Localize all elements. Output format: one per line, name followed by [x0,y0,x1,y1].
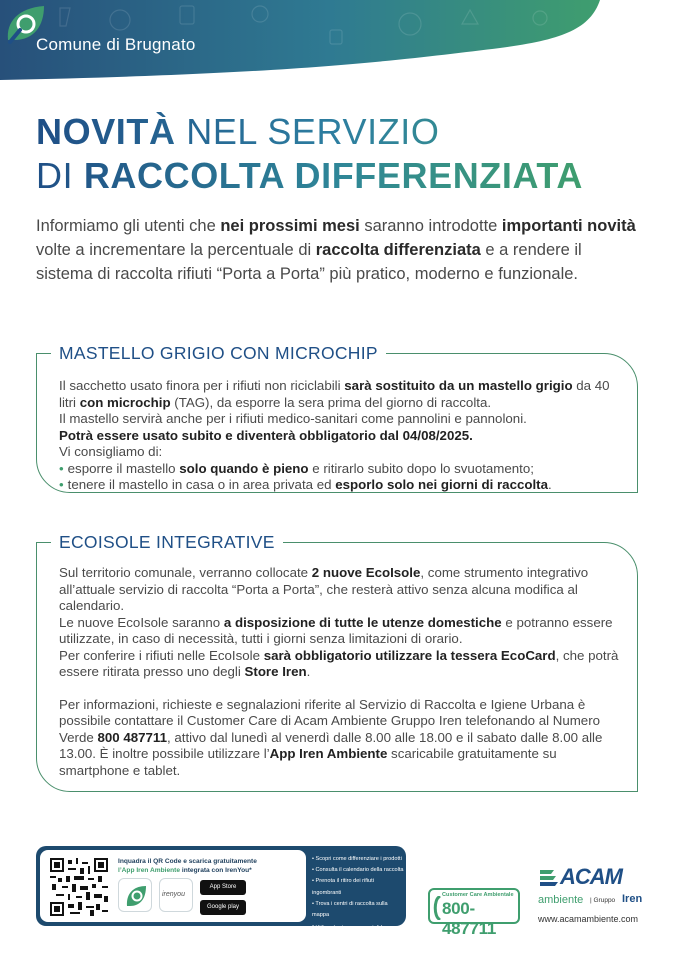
text: Per conferire i rifiuti nelle EcoIsole [59,647,264,663]
feature-list [312,854,404,934]
acam-logo [538,864,642,912]
text: Per informazioni, richieste e segnalazioni riferite al Servizio di Raccolta e Igiene Urbana è possibile contattare il Customer Care di Acam Ambiente Gruppo Iren telefonando al Numero Verde [59,696,601,745]
text: . [306,664,311,679]
section-body [59,565,619,779]
app-name: App Iren Ambiente [269,746,388,761]
leaf-icon [119,879,153,913]
promo-line: integrata con IrenYou* [180,866,252,874]
section-ecoisole [36,532,638,792]
app-promo-panel [40,850,306,922]
iren-ambiente-app-icon[interactable] [118,878,152,912]
acam-stripes-icon [538,866,560,888]
title-bold-1: NOVITÀ [36,111,176,152]
intro-text: e a rendere il sistema di raccolta rifiuti “Porta a Porta” più pratico, moderno e funzionale. [36,241,582,283]
intro-paragraph [36,214,636,286]
intro-text: volte a incrementare la percentuale di [36,241,316,259]
contact-paragraph [59,697,619,780]
qr-code[interactable] [50,858,108,916]
bold-text: sarà obbligatorio utilizzare la tessera EcoCard [263,647,556,663]
paragraph [59,648,619,681]
text: e ritirarlo subito dopo lo svuotamento; [308,460,534,476]
bold-text: Potrà essere usato subito e diventerà obbligatorio dal 04/08/2025. [59,427,473,443]
text: Le nuove EcoIsole saranno [59,614,224,630]
website-link[interactable]: www.acamambiente.com [538,914,639,924]
section-body [59,378,619,494]
promo-line: Inquadra il QR Code e scarica gratuitamente [118,858,257,865]
intro-bold: importanti novità [501,217,636,235]
title-light-2: DI [36,155,74,196]
paragraph [59,428,619,445]
intro-text: saranno introdotte [359,217,502,235]
paragraph [59,615,619,648]
customer-care-phone[interactable]: 800-487711 [442,899,496,938]
text: Il sacchetto usato finora per i rifiuti non riciclabili [59,378,345,393]
google-play-badge[interactable]: Google play [200,900,246,915]
title-light-1: NEL SERVIZIO [186,111,440,152]
text: , che potrà essere ritirata presso uno degli [59,647,619,679]
leaf-recycle-icon [0,0,50,46]
feature-item: • Consulta il calendario della raccolta [312,865,404,876]
phone-icon [432,896,442,920]
app-promo-banner [36,846,406,932]
customer-care-label: Customer Care Ambientale [442,892,514,898]
brand-ambiente: ambiente [538,894,584,906]
section-mastello [36,343,638,493]
bold-text: 2 nuove EcoIsole [311,565,421,580]
app-label: irenyou [162,891,185,898]
paragraph: Il mastello servirà anche per i rifiuti medico-sanitari come pannolini e pannoloni. [59,411,527,426]
text: , attivo dal lunedì al venerdì dalle 8.00 alle 18.00 e il sabato dalle 8.00 alle 13.00. È inoltre possibile utilizzare l’ [59,729,603,761]
text: , come strumento integrativo all’attuale servizio di raccolta “Porta a Porta”, che resterà attivo senza alcuna modifica al calendario. [59,565,589,613]
title-bold-2: RACCOLTA DIFFERENZIATA [83,155,583,196]
section-title: ECOISOLE INTEGRATIVE [51,532,283,553]
bold-text: sarà sostituito da un mastello grigio [344,378,573,393]
header-banner [0,0,676,82]
feature-item: • Scopri come differenziare i prodotti [312,854,404,865]
customer-care-box [428,888,520,938]
irenyou-app-icon[interactable] [159,878,193,912]
text: tenere il mastello in casa o in area privata ed [67,477,336,492]
text: . [548,477,552,492]
text: Sul territorio comunale, verranno collocate [59,565,312,580]
intro-bold: nei prossimi mesi [220,217,360,235]
intro-text: Informiamo gli utenti che [36,217,221,235]
bold-text: esporlo solo nei giorni di raccolta [335,477,549,492]
list-item [59,461,619,478]
list-item [59,477,619,494]
text: da 40 litri [59,378,610,410]
paragraph [59,565,619,615]
text: esporre il mastello [67,460,180,476]
footnote: * Utilizza lo stesso account di Irenyou. [312,925,400,932]
bold-text: solo quando è pieno [179,460,309,476]
brand-iren: Iren [622,893,643,905]
promo-app-name: l’App Iren Ambiente [118,866,181,874]
acam-wordmark: ACAM [560,864,622,889]
text: scaricabile gratuitamente su smartphone e tablet. [59,746,557,778]
feature-item: • Trova i centri di raccolta sulla mappa [312,899,404,921]
intro-bold: raccolta differenziata [315,241,481,259]
bold-text: con microchip [79,394,171,410]
page-title [36,110,583,198]
bold-text: a disposizione di tutte le utenze domestiche [223,614,502,630]
bold-text: Store Iren [244,664,307,679]
brand-gruppo: | Gruppo [590,897,616,904]
phone-number: 800 487711 [97,729,167,745]
promo-text [118,858,304,875]
text: (TAG), da esporre la sera prima del giorno di raccolta. [170,394,492,410]
paragraph: Vi consigliamo di: [59,444,163,459]
feature-item: • Prenota il ritiro dei rifiuti ingombranti [312,876,404,898]
paragraph [59,378,619,411]
section-title: MASTELLO GRIGIO CON MICROCHIP [51,343,386,364]
app-store-badge[interactable]: App Store [200,880,246,895]
text: e potranno essere utilizzate, in caso di necessità, tutti i giorni senza limitazioni di orario. [59,614,613,646]
municipality-name: Comune di Brugnato [36,35,196,54]
